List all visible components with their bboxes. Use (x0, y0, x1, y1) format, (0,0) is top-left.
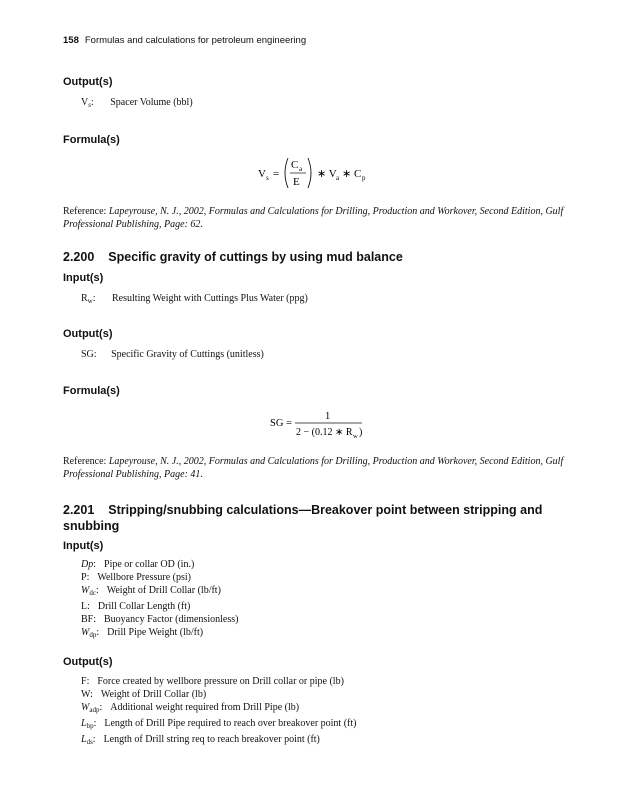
s3-input-symbol: P: (81, 572, 90, 583)
svg-text:∗ V: ∗ V (317, 168, 337, 180)
s3-output-desc: Length of Drill Pipe required to reach over breakover point (ft) (104, 718, 357, 729)
s3-output-row (81, 733, 356, 749)
running-title: Formulas and calculations for petroleum engineering (84, 35, 307, 46)
svg-text:∗ C: ∗ C (342, 168, 362, 180)
s3-input-symbol: BF: (81, 614, 97, 625)
s1-reference: Reference: Lapeyrouse, N. J., 2002, Formulas and Calculations for Drilling, Production and Workover, Second Edition, Gulf Professional Publishing, Page: 62. (63, 206, 564, 230)
svg-text:s: s (266, 174, 269, 182)
svg-text:=: = (273, 168, 280, 180)
running-header (63, 35, 306, 46)
svg-text:SG =: SG = (270, 418, 292, 429)
s2-output-heading: Output(s) (63, 328, 113, 340)
svg-text:w: w (353, 433, 358, 440)
svg-text:C: C (291, 159, 299, 171)
s2-output-symbol: SG: (81, 349, 97, 360)
s1-output-heading: Output(s) (63, 76, 113, 88)
s3-section-title: 2.201 Stripping/snubbing calculations—Breakover point between stripping and snubbing (63, 503, 543, 533)
s3-input-desc: Drill Collar Length (ft) (97, 601, 191, 612)
page-number: 158 (63, 35, 79, 46)
s2-reference-citation: Lapeyrouse, N. J., 2002, Formulas and Calculations for Drilling, Production and Workover, Second Edition, Gulf Professional Publishing, Page: 41 (63, 456, 564, 480)
s3-output-row (81, 717, 356, 733)
s3-input-row (81, 584, 238, 600)
s2-input-symbol: $R_w$: (81, 293, 96, 305)
s3-input-row (81, 613, 238, 626)
s3-output-heading: Output(s) (63, 656, 113, 668)
s1-output-symbol: $V_s$: (81, 97, 94, 109)
s3-input-symbol: Dp: (81, 559, 97, 570)
s3-output-row (81, 701, 356, 717)
s3-output-symbol: $W_{adp}$: (81, 702, 103, 714)
s3-output-row (81, 688, 356, 701)
s3-input-desc: Pipe or collar OD (in.) (104, 559, 195, 570)
s3-input-row (81, 600, 238, 613)
s3-input-symbol: L: (81, 601, 90, 612)
s2-input-heading: Input(s) (63, 272, 104, 284)
s3-output-symbol: W: (81, 689, 93, 700)
svg-text:V: V (258, 168, 266, 180)
s2-section-title: 2.200 Specific gravity of cuttings by using mud balance (63, 250, 403, 264)
svg-text:1: 1 (325, 411, 331, 422)
s3-input-desc: Weight of Drill Collar (lb/ft) (106, 585, 221, 596)
s1-formula (258, 152, 378, 194)
s3-output-row (81, 675, 356, 688)
s3-input-symbol: $W_{dp}$: (81, 627, 100, 639)
s3-output-symbol: F: (81, 676, 90, 687)
s3-output-desc: Additional weight required from Drill Pipe (lb) (110, 702, 300, 713)
s3-input-row (81, 626, 238, 642)
s3-input-desc: Wellbore Pressure (psi) (97, 572, 191, 583)
s2-input-desc: Resulting Weight with Cuttings Plus Water (ppg) (112, 293, 308, 304)
s1-output-desc: Spacer Volume (bbl) (110, 97, 193, 108)
s3-input-symbol: $W_{dc}$: (81, 585, 99, 597)
svg-text:p: p (362, 174, 366, 182)
s2-output-desc: Specific Gravity of Cuttings (unitless) (111, 349, 264, 360)
s3-input-row (81, 571, 238, 584)
s3-output-symbol: $L_{ds}$: (81, 734, 96, 746)
svg-text:2 − (0.12 ∗ R: 2 − (0.12 ∗ R (296, 427, 353, 438)
s2-formula-svg (270, 408, 370, 442)
s3-output-desc: Length of Drill string req to reach breakover point (ft) (103, 734, 320, 745)
s1-reference-citation: Lapeyrouse, N. J., 2002, Formulas and Calculations for Drilling, Production and Workover, Second Edition, Gulf Professional Publishing, Page: 62 (63, 206, 564, 230)
s3-input-desc: Buoyancy Factor (dimensionless) (104, 614, 239, 625)
s1-formula-svg (258, 152, 378, 194)
s3-output-list (81, 675, 356, 749)
svg-text:): ) (359, 427, 363, 438)
svg-text:a: a (299, 165, 303, 173)
s2-formula (270, 408, 370, 442)
svg-text:a: a (336, 174, 340, 182)
s3-input-heading: Input(s) (63, 540, 104, 552)
s3-input-desc: Drill Pipe Weight (lb/ft) (107, 627, 204, 638)
s2-reference: Reference: Lapeyrouse, N. J., 2002, Formulas and Calculations for Drilling, Production and Workover, Second Edition, Gulf Professional Publishing, Page: 41. (63, 456, 564, 480)
s3-output-desc: Force created by wellbore pressure on Drill collar or pipe (lb) (97, 676, 344, 687)
s3-output-symbol: $L_{bp}$: (81, 718, 97, 730)
s3-input-row (81, 558, 238, 571)
s1-formula-heading: Formula(s) (63, 134, 120, 146)
s2-input-row (81, 292, 308, 308)
s1-output-row (81, 96, 193, 112)
s3-input-list (81, 558, 238, 642)
svg-text:E: E (293, 176, 300, 188)
s3-output-desc: Weight of Drill Collar (lb) (100, 689, 207, 700)
s2-formula-heading: Formula(s) (63, 385, 120, 397)
s2-output-row (81, 348, 264, 361)
